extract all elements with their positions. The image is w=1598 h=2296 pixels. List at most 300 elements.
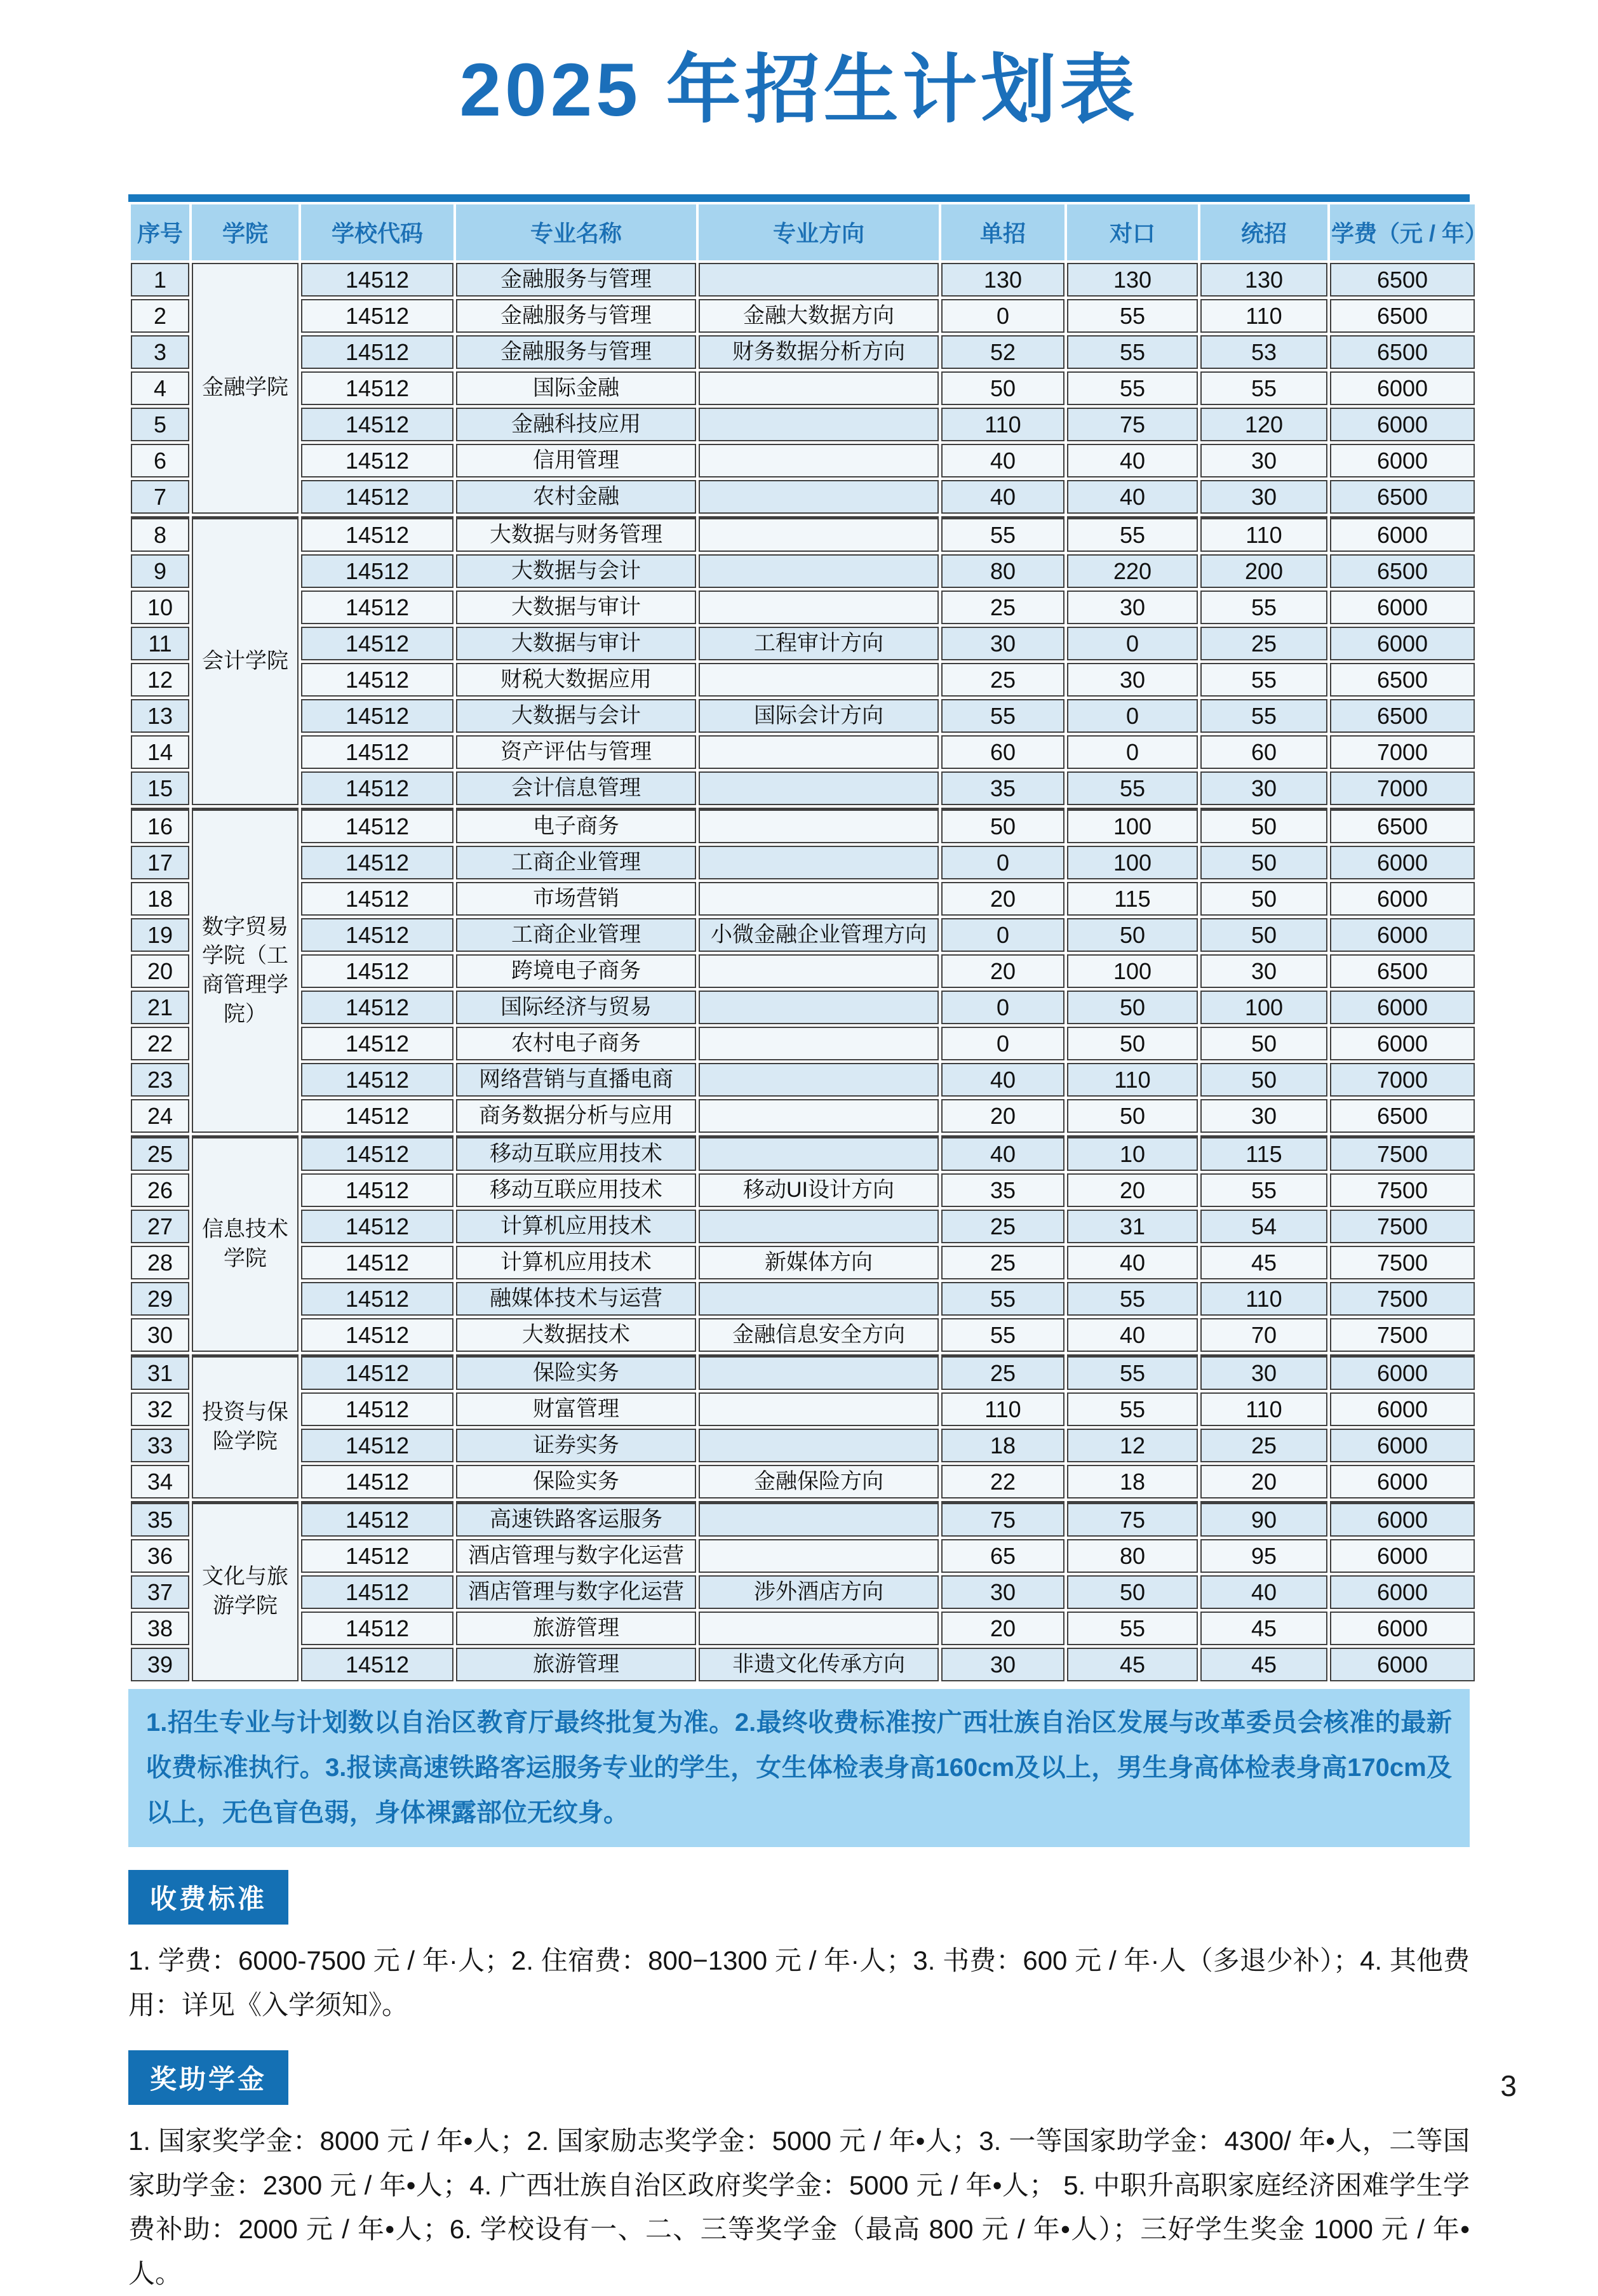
cell-direction: 涉外酒店方向 xyxy=(699,1575,939,1609)
cell-no: 5 xyxy=(131,408,189,441)
cell-duikou: 0 xyxy=(1067,735,1198,769)
cell-tuition: 6000 xyxy=(1330,991,1475,1024)
cell-tongzhao: 200 xyxy=(1200,554,1327,588)
cell-tongzhao: 50 xyxy=(1200,846,1327,879)
cell-major: 证券实务 xyxy=(456,1429,696,1462)
table-row xyxy=(131,1318,1475,1352)
cell-tuition: 6500 xyxy=(1330,808,1475,843)
cell-tuition: 6500 xyxy=(1330,299,1475,333)
cell-direction xyxy=(699,1612,939,1645)
cell-major: 移动互联应用技术 xyxy=(456,1173,696,1207)
cell-tongzhao: 100 xyxy=(1200,991,1327,1024)
cell-tuition: 6500 xyxy=(1330,335,1475,369)
cell-tuition: 7000 xyxy=(1330,735,1475,769)
cell-no: 1 xyxy=(131,263,189,297)
cell-major: 计算机应用技术 xyxy=(456,1210,696,1243)
cell-code: 14512 xyxy=(301,371,453,405)
column-header-0: 序号 xyxy=(131,204,189,260)
cell-tuition: 6500 xyxy=(1330,699,1475,733)
cell-duikou: 40 xyxy=(1067,444,1198,477)
cell-tongzhao: 50 xyxy=(1200,1027,1327,1060)
cell-direction xyxy=(699,480,939,514)
cell-direction xyxy=(699,1539,939,1573)
cell-duikou: 40 xyxy=(1067,1318,1198,1352)
column-header-5: 单招 xyxy=(941,204,1064,260)
table-row xyxy=(131,1354,1475,1390)
cell-tuition: 7500 xyxy=(1330,1135,1475,1171)
cell-direction xyxy=(699,771,939,805)
cell-danzhao: 35 xyxy=(941,1173,1064,1207)
cell-major: 跨境电子商务 xyxy=(456,954,696,988)
cell-duikou: 0 xyxy=(1067,627,1198,660)
cell-direction xyxy=(699,1354,939,1390)
cell-no: 31 xyxy=(131,1354,189,1390)
cell-tuition: 6000 xyxy=(1330,444,1475,477)
table-row xyxy=(131,991,1475,1024)
table-row xyxy=(131,1173,1475,1207)
cell-major: 融媒体技术与运营 xyxy=(456,1282,696,1316)
cell-no: 32 xyxy=(131,1392,189,1426)
cell-danzhao: 55 xyxy=(941,699,1064,733)
cell-no: 8 xyxy=(131,516,189,552)
cell-tuition: 6500 xyxy=(1330,663,1475,697)
cell-college: 会计学院 xyxy=(192,516,299,805)
cell-duikou: 18 xyxy=(1067,1465,1198,1498)
cell-danzhao: 75 xyxy=(941,1501,1064,1537)
cell-tuition: 6000 xyxy=(1330,1612,1475,1645)
cell-tongzhao: 25 xyxy=(1200,627,1327,660)
cell-no: 19 xyxy=(131,918,189,952)
cell-tuition: 6000 xyxy=(1330,1501,1475,1537)
cell-no: 35 xyxy=(131,1501,189,1537)
cell-danzhao: 110 xyxy=(941,408,1064,441)
cell-danzhao: 80 xyxy=(941,554,1064,588)
cell-major: 酒店管理与数字化运营 xyxy=(456,1539,696,1573)
cell-no: 16 xyxy=(131,808,189,843)
cell-tuition: 6000 xyxy=(1330,371,1475,405)
cell-no: 34 xyxy=(131,1465,189,1498)
cell-duikou: 100 xyxy=(1067,954,1198,988)
cell-tuition: 6000 xyxy=(1330,591,1475,624)
cell-danzhao: 30 xyxy=(941,627,1064,660)
cell-major: 金融科技应用 xyxy=(456,408,696,441)
table-row xyxy=(131,1575,1475,1609)
cell-tuition: 6500 xyxy=(1330,480,1475,514)
cell-no: 4 xyxy=(131,371,189,405)
cell-college: 数字贸易学院（工商管理学院） xyxy=(192,808,299,1133)
cell-code: 14512 xyxy=(301,918,453,952)
column-header-4: 专业方向 xyxy=(699,204,939,260)
cell-no: 20 xyxy=(131,954,189,988)
cell-no: 22 xyxy=(131,1027,189,1060)
cell-code: 14512 xyxy=(301,1539,453,1573)
cell-danzhao: 35 xyxy=(941,771,1064,805)
cell-major: 财富管理 xyxy=(456,1392,696,1426)
cell-code: 14512 xyxy=(301,480,453,514)
cell-direction xyxy=(699,1210,939,1243)
cell-duikou: 40 xyxy=(1067,1246,1198,1279)
cell-direction: 工程审计方向 xyxy=(699,627,939,660)
cell-duikou: 55 xyxy=(1067,1612,1198,1645)
cell-tongzhao: 70 xyxy=(1200,1318,1327,1352)
cell-no: 27 xyxy=(131,1210,189,1243)
cell-danzhao: 40 xyxy=(941,1063,1064,1097)
cell-no: 28 xyxy=(131,1246,189,1279)
cell-no: 24 xyxy=(131,1099,189,1133)
cell-direction: 金融大数据方向 xyxy=(699,299,939,333)
table-row xyxy=(131,554,1475,588)
cell-danzhao: 0 xyxy=(941,846,1064,879)
cell-tuition: 6000 xyxy=(1330,1429,1475,1462)
cell-tuition: 6500 xyxy=(1330,1099,1475,1133)
cell-code: 14512 xyxy=(301,1612,453,1645)
cell-tuition: 6000 xyxy=(1330,918,1475,952)
cell-code: 14512 xyxy=(301,335,453,369)
cell-tongzhao: 30 xyxy=(1200,954,1327,988)
cell-danzhao: 20 xyxy=(941,1612,1064,1645)
cell-major: 保险实务 xyxy=(456,1465,696,1498)
cell-tongzhao: 50 xyxy=(1200,1063,1327,1097)
cell-code: 14512 xyxy=(301,1429,453,1462)
cell-direction xyxy=(699,408,939,441)
cell-duikou: 0 xyxy=(1067,699,1198,733)
cell-direction xyxy=(699,516,939,552)
cell-major: 酒店管理与数字化运营 xyxy=(456,1575,696,1609)
cell-major: 金融服务与管理 xyxy=(456,335,696,369)
cell-tongzhao: 90 xyxy=(1200,1501,1327,1537)
cell-college: 投资与保险学院 xyxy=(192,1354,299,1498)
cell-tongzhao: 130 xyxy=(1200,263,1327,297)
table-row xyxy=(131,918,1475,952)
cell-code: 14512 xyxy=(301,846,453,879)
cell-code: 14512 xyxy=(301,1575,453,1609)
cell-code: 14512 xyxy=(301,591,453,624)
cell-no: 3 xyxy=(131,335,189,369)
cell-danzhao: 0 xyxy=(941,918,1064,952)
cell-tuition: 7000 xyxy=(1330,1063,1475,1097)
table-row xyxy=(131,735,1475,769)
cell-danzhao: 25 xyxy=(941,1246,1064,1279)
cell-tongzhao: 55 xyxy=(1200,1173,1327,1207)
cell-direction xyxy=(699,1099,939,1133)
cell-code: 14512 xyxy=(301,808,453,843)
cell-duikou: 55 xyxy=(1067,1354,1198,1390)
fees-badge: 收费标准 xyxy=(128,1870,288,1925)
cell-duikou: 40 xyxy=(1067,480,1198,514)
table-header-row xyxy=(131,204,1475,260)
cell-no: 36 xyxy=(131,1539,189,1573)
cell-tongzhao: 30 xyxy=(1200,1099,1327,1133)
cell-major: 商务数据分析与应用 xyxy=(456,1099,696,1133)
cell-code: 14512 xyxy=(301,954,453,988)
cell-major: 会计信息管理 xyxy=(456,771,696,805)
table-row xyxy=(131,1246,1475,1279)
cell-tongzhao: 20 xyxy=(1200,1465,1327,1498)
cell-danzhao: 40 xyxy=(941,1135,1064,1171)
table-header xyxy=(131,204,1488,260)
cell-no: 13 xyxy=(131,699,189,733)
cell-duikou: 30 xyxy=(1067,591,1198,624)
column-header-2: 学校代码 xyxy=(301,204,453,260)
cell-duikou: 20 xyxy=(1067,1173,1198,1207)
cell-danzhao: 18 xyxy=(941,1429,1064,1462)
cell-no: 30 xyxy=(131,1318,189,1352)
cell-tongzhao: 30 xyxy=(1200,480,1327,514)
cell-code: 14512 xyxy=(301,1099,453,1133)
table-row xyxy=(131,882,1475,916)
cell-duikou: 55 xyxy=(1067,771,1198,805)
cell-tongzhao: 110 xyxy=(1200,516,1327,552)
cell-duikou: 75 xyxy=(1067,1501,1198,1537)
cell-tuition: 7500 xyxy=(1330,1318,1475,1352)
cell-direction xyxy=(699,846,939,879)
cell-duikou: 12 xyxy=(1067,1429,1198,1462)
cell-danzhao: 55 xyxy=(941,516,1064,552)
cell-tuition: 7500 xyxy=(1330,1282,1475,1316)
cell-danzhao: 60 xyxy=(941,735,1064,769)
cell-direction xyxy=(699,554,939,588)
cell-duikou: 45 xyxy=(1067,1648,1198,1681)
cell-tongzhao: 45 xyxy=(1200,1612,1327,1645)
cell-tuition: 6000 xyxy=(1330,1648,1475,1681)
cell-code: 14512 xyxy=(301,263,453,297)
cell-tuition: 6000 xyxy=(1330,1354,1475,1390)
cell-code: 14512 xyxy=(301,1318,453,1352)
cell-tongzhao: 25 xyxy=(1200,1429,1327,1462)
cell-tongzhao: 50 xyxy=(1200,918,1327,952)
cell-danzhao: 50 xyxy=(941,808,1064,843)
cell-major: 大数据与审计 xyxy=(456,627,696,660)
cell-tongzhao: 30 xyxy=(1200,1354,1327,1390)
cell-duikou: 55 xyxy=(1067,1392,1198,1426)
cell-tuition: 6500 xyxy=(1330,263,1475,297)
cell-tongzhao: 55 xyxy=(1200,699,1327,733)
cell-major: 农村金融 xyxy=(456,480,696,514)
cell-duikou: 75 xyxy=(1067,408,1198,441)
cell-major: 保险实务 xyxy=(456,1354,696,1390)
cell-duikou: 55 xyxy=(1067,1282,1198,1316)
cell-duikou: 50 xyxy=(1067,991,1198,1024)
cell-duikou: 130 xyxy=(1067,263,1198,297)
cell-no: 14 xyxy=(131,735,189,769)
cell-danzhao: 110 xyxy=(941,1392,1064,1426)
cell-direction xyxy=(699,1135,939,1171)
cell-major: 电子商务 xyxy=(456,808,696,843)
cell-code: 14512 xyxy=(301,1210,453,1243)
cell-tongzhao: 40 xyxy=(1200,1575,1327,1609)
cell-tuition: 6500 xyxy=(1330,554,1475,588)
cell-duikou: 115 xyxy=(1067,882,1198,916)
table-row xyxy=(131,408,1475,441)
column-header-7: 统招 xyxy=(1200,204,1327,260)
cell-tuition: 6000 xyxy=(1330,882,1475,916)
cell-direction: 移动UI设计方向 xyxy=(699,1173,939,1207)
cell-no: 10 xyxy=(131,591,189,624)
cell-tongzhao: 55 xyxy=(1200,591,1327,624)
cell-direction xyxy=(699,371,939,405)
cell-duikou: 100 xyxy=(1067,846,1198,879)
cell-direction xyxy=(699,663,939,697)
table-row xyxy=(131,1063,1475,1097)
cell-code: 14512 xyxy=(301,299,453,333)
cell-code: 14512 xyxy=(301,1173,453,1207)
cell-tuition: 6500 xyxy=(1330,954,1475,988)
cell-danzhao: 25 xyxy=(941,1354,1064,1390)
column-header-1: 学院 xyxy=(192,204,299,260)
table-row xyxy=(131,1539,1475,1573)
cell-direction: 金融信息安全方向 xyxy=(699,1318,939,1352)
cell-major: 高速铁路客运服务 xyxy=(456,1501,696,1537)
cell-direction: 非遗文化传承方向 xyxy=(699,1648,939,1681)
cell-danzhao: 55 xyxy=(941,1282,1064,1316)
cell-major: 财税大数据应用 xyxy=(456,663,696,697)
cell-duikou: 31 xyxy=(1067,1210,1198,1243)
table-row xyxy=(131,954,1475,988)
cell-major: 大数据与审计 xyxy=(456,591,696,624)
cell-danzhao: 20 xyxy=(941,1099,1064,1133)
cell-code: 14512 xyxy=(301,627,453,660)
table-row xyxy=(131,480,1475,514)
cell-major: 旅游管理 xyxy=(456,1612,696,1645)
cell-major: 资产评估与管理 xyxy=(456,735,696,769)
cell-danzhao: 50 xyxy=(941,371,1064,405)
cell-no: 21 xyxy=(131,991,189,1024)
cell-major: 移动互联应用技术 xyxy=(456,1135,696,1171)
cell-no: 33 xyxy=(131,1429,189,1462)
cell-duikou: 55 xyxy=(1067,371,1198,405)
cell-major: 大数据与会计 xyxy=(456,554,696,588)
cell-danzhao: 20 xyxy=(941,954,1064,988)
cell-code: 14512 xyxy=(301,771,453,805)
cell-tuition: 6000 xyxy=(1330,516,1475,552)
cell-duikou: 55 xyxy=(1067,516,1198,552)
cell-direction xyxy=(699,1282,939,1316)
cell-direction xyxy=(699,1429,939,1462)
scholarship-badge: 奖助学金 xyxy=(128,2050,288,2105)
cell-code: 14512 xyxy=(301,663,453,697)
cell-direction xyxy=(699,1027,939,1060)
cell-code: 14512 xyxy=(301,516,453,552)
cell-tongzhao: 54 xyxy=(1200,1210,1327,1243)
cell-major: 网络营销与直播电商 xyxy=(456,1063,696,1097)
cell-major: 农村电子商务 xyxy=(456,1027,696,1060)
cell-tuition: 6000 xyxy=(1330,1539,1475,1573)
table-row xyxy=(131,444,1475,477)
cell-tuition: 7500 xyxy=(1330,1173,1475,1207)
cell-duikou: 30 xyxy=(1067,663,1198,697)
cell-duikou: 220 xyxy=(1067,554,1198,588)
table-row xyxy=(131,1465,1475,1498)
cell-college: 信息技术学院 xyxy=(192,1135,299,1352)
cell-major: 国际金融 xyxy=(456,371,696,405)
cell-no: 6 xyxy=(131,444,189,477)
cell-danzhao: 25 xyxy=(941,591,1064,624)
cell-direction xyxy=(699,954,939,988)
cell-code: 14512 xyxy=(301,408,453,441)
table-row xyxy=(131,263,1475,297)
cell-duikou: 55 xyxy=(1067,299,1198,333)
cell-code: 14512 xyxy=(301,882,453,916)
cell-code: 14512 xyxy=(301,444,453,477)
cell-danzhao: 0 xyxy=(941,991,1064,1024)
cell-code: 14512 xyxy=(301,991,453,1024)
cell-tuition: 6000 xyxy=(1330,408,1475,441)
cell-duikou: 50 xyxy=(1067,1099,1198,1133)
cell-major: 工商企业管理 xyxy=(456,846,696,879)
cell-major: 旅游管理 xyxy=(456,1648,696,1681)
cell-danzhao: 22 xyxy=(941,1465,1064,1498)
cell-tongzhao: 95 xyxy=(1200,1539,1327,1573)
table-row xyxy=(131,808,1475,843)
cell-no: 9 xyxy=(131,554,189,588)
page-title: 2025 年招生计划表 xyxy=(459,48,1139,132)
table-row xyxy=(131,371,1475,405)
cell-danzhao: 40 xyxy=(941,480,1064,514)
cell-danzhao: 0 xyxy=(941,299,1064,333)
cell-tongzhao: 115 xyxy=(1200,1135,1327,1171)
table-row xyxy=(131,1612,1475,1645)
cell-no: 18 xyxy=(131,882,189,916)
table-row xyxy=(131,591,1475,624)
cell-code: 14512 xyxy=(301,1027,453,1060)
table-row xyxy=(131,1648,1475,1681)
cell-major: 大数据与财务管理 xyxy=(456,516,696,552)
cell-code: 14512 xyxy=(301,1135,453,1171)
cell-direction xyxy=(699,882,939,916)
cell-tongzhao: 30 xyxy=(1200,444,1327,477)
table-row xyxy=(131,1392,1475,1426)
cell-direction: 国际会计方向 xyxy=(699,699,939,733)
cell-tuition: 7000 xyxy=(1330,771,1475,805)
table-row xyxy=(131,663,1475,697)
page-number: 3 xyxy=(1500,2069,1517,2102)
column-header-3: 专业名称 xyxy=(456,204,696,260)
cell-code: 14512 xyxy=(301,1465,453,1498)
cell-code: 14512 xyxy=(301,1063,453,1097)
cell-direction xyxy=(699,808,939,843)
table-row xyxy=(131,335,1475,369)
cell-tuition: 6000 xyxy=(1330,1027,1475,1060)
cell-danzhao: 30 xyxy=(941,1575,1064,1609)
cell-duikou: 55 xyxy=(1067,335,1198,369)
cell-code: 14512 xyxy=(301,1354,453,1390)
cell-major: 信用管理 xyxy=(456,444,696,477)
cell-direction: 小微金融企业管理方向 xyxy=(699,918,939,952)
cell-direction xyxy=(699,591,939,624)
cell-major: 大数据与会计 xyxy=(456,699,696,733)
table-row xyxy=(131,299,1475,333)
cell-tuition: 6000 xyxy=(1330,1575,1475,1609)
cell-tuition: 6000 xyxy=(1330,846,1475,879)
cell-tongzhao: 110 xyxy=(1200,1282,1327,1316)
cell-no: 39 xyxy=(131,1648,189,1681)
cell-no: 38 xyxy=(131,1612,189,1645)
cell-code: 14512 xyxy=(301,699,453,733)
section-fees xyxy=(128,1847,1470,2027)
cell-no: 26 xyxy=(131,1173,189,1207)
cell-danzhao: 52 xyxy=(941,335,1064,369)
cell-duikou: 100 xyxy=(1067,808,1198,843)
cell-tongzhao: 110 xyxy=(1200,299,1327,333)
cell-no: 23 xyxy=(131,1063,189,1097)
cell-no: 2 xyxy=(131,299,189,333)
cell-direction xyxy=(699,1501,939,1537)
table-row xyxy=(131,1210,1475,1243)
table-row xyxy=(131,1027,1475,1060)
cell-code: 14512 xyxy=(301,1246,453,1279)
cell-code: 14512 xyxy=(301,1501,453,1537)
column-header-8: 学费（元 / 年） xyxy=(1330,204,1475,260)
